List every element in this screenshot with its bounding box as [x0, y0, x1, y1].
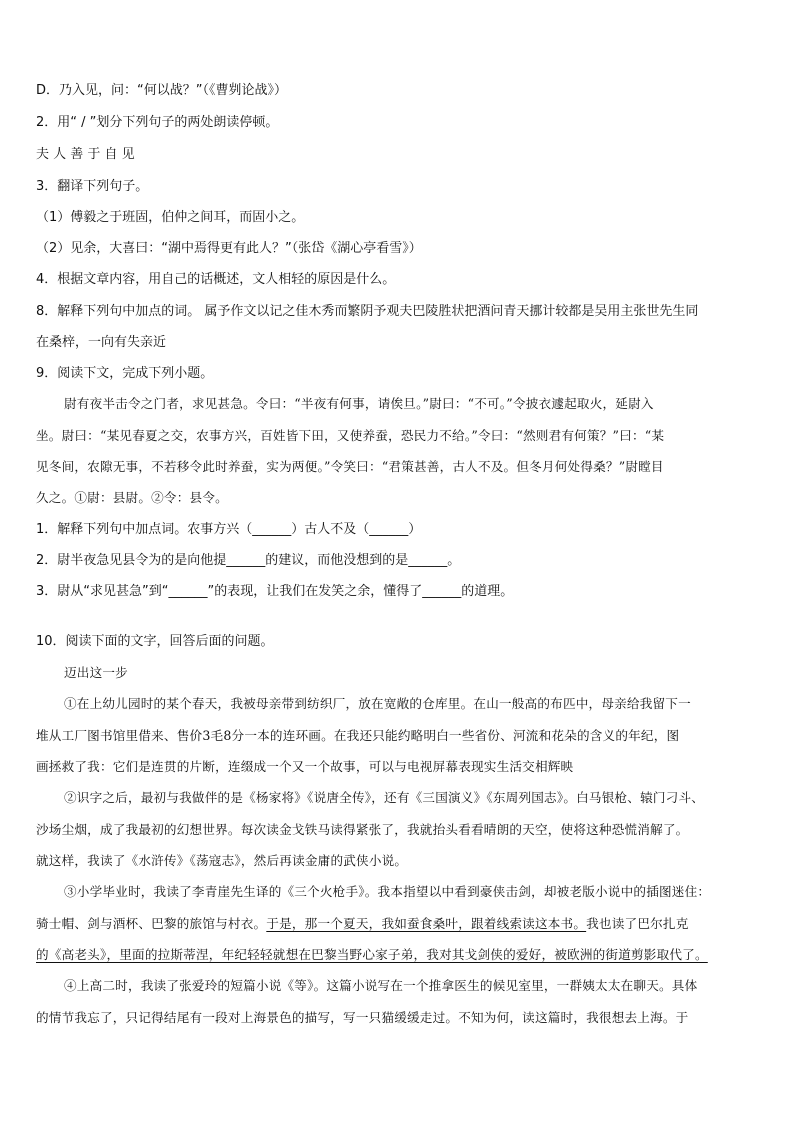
passage10-line: 沙场尘烟，成了我最初的幻想世界。每次读金戈铁马读得紧张了，我就抬头看看晴朗的天空，使将这种恐慌消解了。: [36, 822, 689, 837]
q4-instruction: 4．根据文章内容，用自己的话概述，文人相轻的原因是什么。: [36, 272, 396, 287]
passage9-line: 尉有夜半击令之门者，求见甚急。令曰：“半夜有何事，请俟旦。”尉曰：“不可。”令披衣遽起取火，延尉入: [64, 396, 654, 411]
q2-sentence: 夫 人 善 于 自 见: [36, 147, 135, 162]
passage10-line: ③小学毕业时，我读了李青崖先生译的《三个火枪手》。我本指望以中看到豪侠击剑，却被老版小说中的插图迷住：: [64, 884, 711, 899]
passage9-line: 坐。尉曰：“某见春夏之交，农事方兴，百姓皆下田，又使养蚕，恐民力不给。”令曰：“然则君有何策？”曰：“某: [36, 428, 665, 443]
passage9-line: 久之。①尉：县尉。②令：县令。: [36, 490, 228, 505]
passage10-line: ④上高二时，我读了张爱玲的短篇小说《等》。这篇小说写在一个推拿医生的候见室里，一群姨太太在聊天。具体: [64, 978, 698, 993]
q3-item-1: （1）傅毅之于班固，伯仲之间耳，而固小之。: [36, 210, 305, 225]
q9-sub-2: 2．尉半夜急见县令为的是向他提______的建议，而他没想到的是______。: [36, 553, 461, 568]
underlined-sentence: 的《高老头》，里面的拉斯蒂涅，年纪轻轻就想在巴黎当野心家子弟，我对其戈剑侠的爱好，被欧洲的街道剪影取代了。: [36, 947, 708, 962]
passage10-line: 堆从工厂图书馆里借来、售价3毛8分一本的连环画。在我还只能约略明白一些省份、河流和花朵的含义的年纪，图: [36, 728, 680, 743]
passage10-line: ①在上幼儿园时的某个春天，我被母亲带到纺织厂，放在宽敞的仓库里。在山一般高的布匹中，母亲给我留下一: [64, 696, 691, 711]
q2-instruction: 2．用“ / ”划分下列句子的两处朗读停顿。: [36, 115, 279, 130]
q9-sub-1: 1．解释下列句中加点词。农事方兴（______）古人不及（______）: [36, 522, 422, 537]
passage10-line: [36, 915, 766, 933]
q10-instruction: 10．阅读下面的文字，回答后面的问题。: [36, 634, 274, 649]
passage10-line: ②识字之后，最初与我做伴的是《杨家将》《说唐全传》，还有《三国演义》《东周列国志》。白马银枪、辕门刁斗、: [64, 790, 705, 805]
passage10-line: 就这样，我读了《水浒传》《荡寇志》，然后再读金庸的武侠小说。: [36, 853, 408, 868]
q9-instruction: 9．阅读下文，完成下列小题。: [36, 366, 214, 381]
passage10-line: 画拯救了我：它们是连贯的片断，连缀成一个又一个故事，可以与电视屏幕表现实生活交相辉映: [36, 759, 574, 774]
q1-option-d: D．乃入见，问：“何以战？”（《曹刿论战》）: [36, 83, 287, 98]
passage10-line: [36, 946, 766, 964]
q8-line-2: 在桑梓，一向有失亲近: [36, 335, 167, 350]
passage10-text: 我也读了巴尔扎克: [586, 916, 689, 931]
passage10-line: 的情节我忘了，只记得结尾有一段对上海景色的描写，写一只猫缓缓走过。不知为何，读这篇时，我很想去上海。于: [36, 1010, 689, 1025]
q8-line-1: 8．解释下列句中加点的词。 属予作文以记之佳木秀而繁阴予观夫巴陵胜状把酒问青天挪计较都是吴用主张世先生同: [36, 304, 699, 319]
q3-item-2: （2）见余，大喜曰：“湖中焉得更有此人？”（张岱《湖心亭看雪》）: [36, 241, 422, 256]
q3-instruction: 3．翻译下列句子。: [36, 179, 149, 194]
q9-sub-3: 3．尉从“求见甚急”到“______”的表现，让我们在发笑之余，懂得了______的道理。: [36, 584, 514, 599]
underlined-sentence: 于是，那一个夏天，我如蚕食桑叶，跟着线索读这本书。: [266, 916, 587, 931]
passage9-line: 见冬间，农隙无事，不若移令此时养蚕，实为两便。”令笑曰：“君策甚善，古人不及。但冬月何处得桑？”尉瞠目: [36, 459, 664, 474]
q10-passage-title: 迈出这一步: [64, 665, 128, 680]
passage10-text: 骑士帽、剑与酒杯、巴黎的旅馆与村衣。: [36, 916, 267, 931]
